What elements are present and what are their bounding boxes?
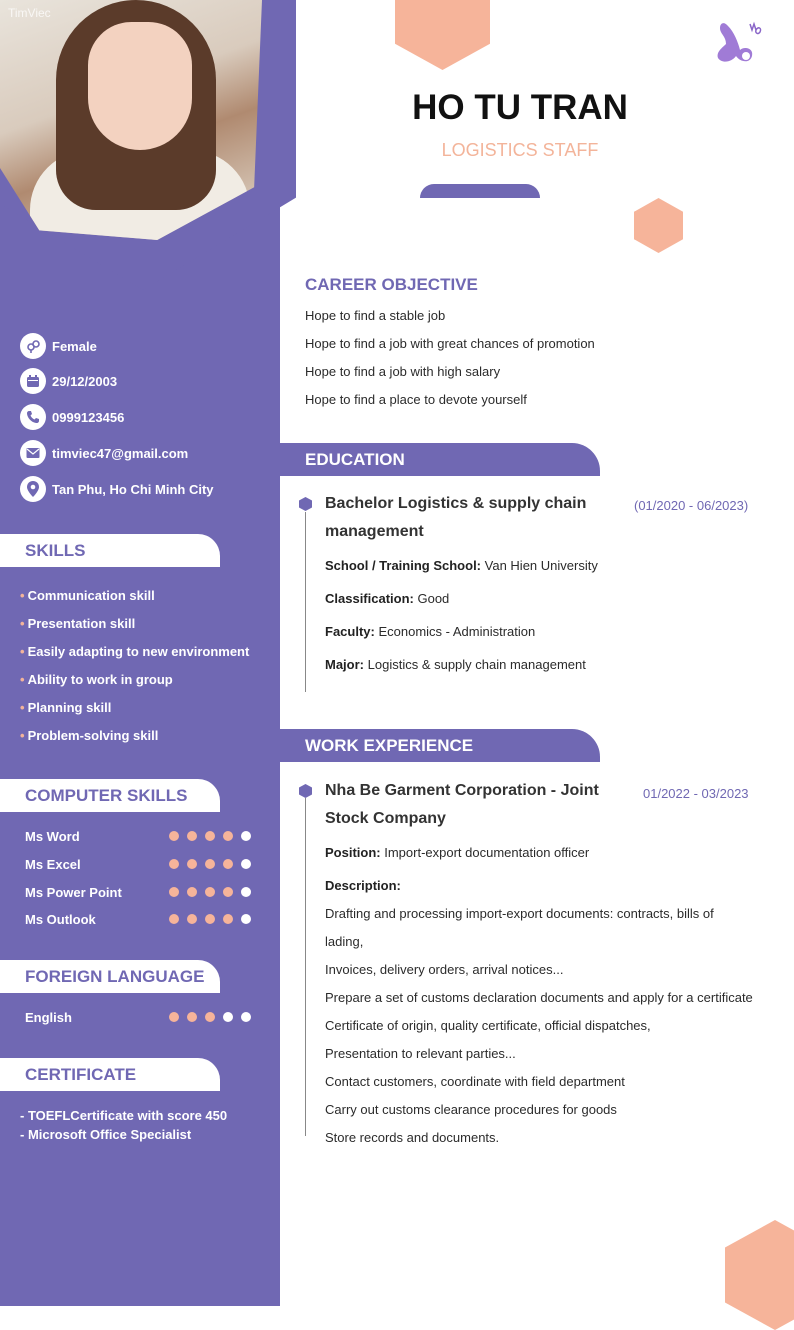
rating-dot-filled bbox=[187, 887, 197, 897]
rating-dot-empty bbox=[241, 831, 251, 841]
contact-address bbox=[20, 476, 214, 502]
career-objective-heading: CAREER OBJECTIVE bbox=[305, 275, 478, 294]
language-row: English bbox=[25, 1010, 255, 1025]
certificate-list bbox=[20, 1106, 227, 1144]
degree-title: Bachelor Logistics & supply chain management bbox=[325, 495, 587, 540]
computer-skill-row: Ms Outlook bbox=[25, 912, 255, 927]
computer-skill-row: Ms Power Point bbox=[25, 885, 255, 900]
description-line: Presentation to relevant parties... bbox=[325, 1046, 516, 1061]
rating-dot-filled bbox=[205, 887, 215, 897]
rating-dots bbox=[169, 859, 251, 869]
skill-item: • Ability to work in group bbox=[20, 672, 173, 687]
rating-dot-filled bbox=[205, 914, 215, 924]
education-date: (01/2020 - 06/2023) bbox=[634, 498, 749, 513]
computer-skills-heading: COMPUTER SKILLS bbox=[0, 779, 220, 812]
capricorn-icon bbox=[710, 18, 764, 73]
description-line: Drafting and processing import-export documents: contracts, bills of bbox=[325, 906, 714, 921]
rating-dot-filled bbox=[187, 914, 197, 924]
phone-text: 0999123456 bbox=[52, 409, 125, 425]
rating-dot-filled bbox=[169, 1012, 179, 1022]
computer-skill-row: Ms Excel bbox=[25, 857, 255, 872]
description-line: Invoices, delivery orders, arrival notices... bbox=[325, 962, 564, 977]
calendar-icon bbox=[20, 368, 46, 394]
timeline-line bbox=[305, 798, 306, 1136]
rating-dots bbox=[169, 831, 251, 841]
profile-photo bbox=[0, 0, 262, 240]
rating-dot-filled bbox=[187, 859, 197, 869]
rating-dots bbox=[169, 1012, 251, 1022]
job-title: LOGISTICS STAFF bbox=[441, 140, 599, 160]
rating-dot-filled bbox=[223, 831, 233, 841]
skill-item: • Planning skill bbox=[20, 700, 112, 715]
description-line: Contact customers, coordinate with field department bbox=[325, 1074, 625, 1089]
rating-dot-empty bbox=[241, 887, 251, 897]
timeline-marker bbox=[299, 497, 312, 511]
timeline-marker bbox=[299, 784, 312, 798]
email-icon bbox=[20, 440, 46, 466]
rating-dots bbox=[169, 887, 251, 897]
rating-dot-filled bbox=[169, 831, 179, 841]
foreign-language-heading: FOREIGN LANGUAGE bbox=[0, 960, 220, 993]
skill-item: • Problem-solving skill bbox=[20, 728, 159, 743]
watermark: TimViec bbox=[8, 6, 51, 20]
objective-line: Hope to find a stable job bbox=[305, 308, 446, 323]
timeline-line bbox=[305, 512, 306, 692]
rating-dot-filled bbox=[187, 831, 197, 841]
rating-dot-filled bbox=[205, 1012, 215, 1022]
rating-dot-empty bbox=[241, 914, 251, 924]
work-experience-heading: WORK EXPERIENCE bbox=[280, 729, 600, 762]
rating-dot-filled bbox=[205, 831, 215, 841]
rating-dot-empty bbox=[241, 1012, 251, 1022]
certificate-heading: CERTIFICATE bbox=[0, 1058, 220, 1091]
rating-dot-filled bbox=[223, 914, 233, 924]
description-line: Certificate of origin, quality certificate, official dispatches, bbox=[325, 1018, 651, 1033]
contact-phone bbox=[20, 404, 124, 430]
objective-line: Hope to find a job with great chances of promotion bbox=[305, 336, 595, 351]
rating-dot-empty bbox=[241, 859, 251, 869]
rating-dot-filled bbox=[223, 887, 233, 897]
description-label: Description: bbox=[325, 878, 401, 893]
birthday-text: 29/12/2003 bbox=[52, 373, 118, 389]
contact-birthday bbox=[20, 368, 117, 394]
computer-skill-row: Ms Word bbox=[25, 829, 255, 844]
faculty-row: Faculty: Economics - Administration bbox=[325, 624, 536, 639]
contact-gender bbox=[20, 333, 97, 359]
rating-dot-filled bbox=[223, 859, 233, 869]
title-underline bbox=[420, 184, 540, 198]
decor-hexagon bbox=[634, 198, 683, 253]
classification-row: Classification: Good bbox=[325, 591, 450, 606]
skills-heading: SKILLS bbox=[0, 534, 220, 567]
phone-icon bbox=[20, 404, 46, 430]
school-row: School / Training School: Van Hien University bbox=[325, 558, 598, 573]
rating-dot-filled bbox=[169, 887, 179, 897]
rating-dots bbox=[169, 914, 251, 924]
objective-line: Hope to find a job with high salary bbox=[305, 364, 501, 379]
description-line: Prepare a set of customs declaration documents and apply for a certificate bbox=[325, 990, 753, 1005]
gender-icon bbox=[20, 333, 46, 359]
gender-text: Female bbox=[52, 338, 97, 354]
work-date: 01/2022 - 03/2023 bbox=[643, 786, 749, 801]
description-line: lading, bbox=[325, 934, 364, 949]
rating-dot-empty bbox=[223, 1012, 233, 1022]
contact-email bbox=[20, 440, 188, 466]
skill-item: • Easily adapting to new environment bbox=[20, 644, 250, 659]
objective-line: Hope to find a place to devote yourself bbox=[305, 392, 527, 407]
major-row: Major: Logistics & supply chain management bbox=[325, 657, 586, 672]
company-name: Nha Be Garment Corporation - Joint Stock Company bbox=[325, 782, 599, 827]
address-text: Tan Phu, Ho Chi Minh City bbox=[52, 481, 214, 497]
candidate-name: HO TU TRAN bbox=[412, 88, 628, 127]
rating-dot-filled bbox=[187, 1012, 197, 1022]
rating-dot-filled bbox=[205, 859, 215, 869]
rating-dot-filled bbox=[169, 859, 179, 869]
position-row: Position: Import-export documentation officer bbox=[325, 845, 590, 860]
certificate-item: - TOEFLCertificate with score 450 bbox=[20, 1108, 228, 1123]
skill-item: • Communication skill bbox=[20, 588, 155, 603]
education-heading: EDUCATION bbox=[280, 443, 600, 476]
location-pin-icon bbox=[20, 476, 46, 502]
decor-hexagon bbox=[725, 1220, 794, 1330]
description-line: Store records and documents. bbox=[325, 1130, 500, 1145]
decor-hexagon bbox=[395, 0, 490, 70]
certificate-item: - Microsoft Office Specialist bbox=[20, 1127, 192, 1142]
description-line: Carry out customs clearance procedures for goods bbox=[325, 1102, 617, 1117]
skill-item: • Presentation skill bbox=[20, 616, 136, 631]
email-text: timviec47@gmail.com bbox=[52, 445, 189, 461]
rating-dot-filled bbox=[169, 914, 179, 924]
